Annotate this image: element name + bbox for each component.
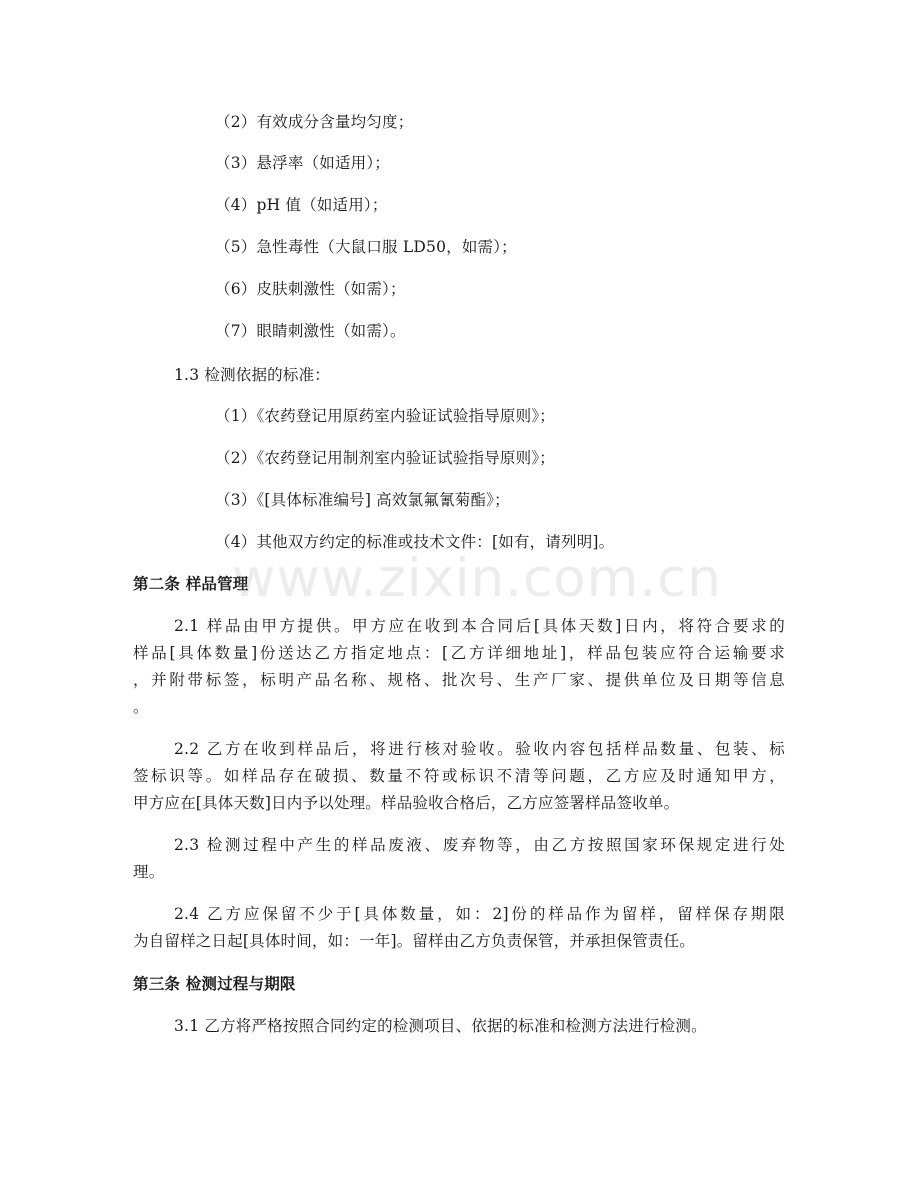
standard-item: （2）《农药登记用制剂室内验证试验指导原则》； <box>215 449 555 467</box>
list-item: （3）悬浮率（如适用）； <box>215 154 391 172</box>
list-item: （6）皮肤刺激性（如需）； <box>215 280 406 298</box>
article-heading: 第三条 检测过程与期限 <box>133 975 296 993</box>
paragraph-line: 样品[具体数量]份送达乙方指定地点：[乙方详细地址]，样品包装应符合运输要求 <box>133 644 785 662</box>
paragraph-line: 。 <box>133 698 149 716</box>
paragraph-line: 甲方应在[具体天数]日内予以处理。样品验收合格后，乙方应签署样品签收单。 <box>133 794 680 812</box>
watermark: www.zixin.com.cn <box>232 548 722 609</box>
article-heading: 第二条 样品管理 <box>133 575 249 593</box>
paragraph-line: 2.2 乙方在收到样品后，将进行核对验收。验收内容包括样品数量、包装、标 <box>174 740 785 758</box>
paragraph-line: 3.1 乙方将严格按照合同约定的检测项目、依据的标准和检测方法进行检测。 <box>174 1017 707 1035</box>
list-item: （2）有效成分含量均匀度； <box>215 113 414 131</box>
paragraph-line: 为自留样之日起[具体时间，如：一年]。留样由乙方负责保管，并承担保管责任。 <box>133 932 695 950</box>
paragraph-line: 签标识等。如样品存在破损、数量不符或标识不清等问题，乙方应及时通知甲方， <box>133 767 785 785</box>
standard-item: （3）《[具体标准编号] 高效氯氟氰菊酯》； <box>215 491 510 509</box>
list-item: （4）pH 值（如适用）； <box>215 196 388 214</box>
section-title: 1.3 检测依据的标准： <box>174 366 330 384</box>
list-item: （7）眼睛刺激性（如需）。 <box>215 322 406 340</box>
paragraph-line: 理。 <box>133 863 165 881</box>
paragraph-line: 2.4 乙方应保留不少于[具体数量，如：2]份的样品作为留样，留样保存期限 <box>174 905 785 923</box>
standard-item: （4）其他双方约定的标准或技术文件：[如有，请列明]。 <box>215 533 615 551</box>
paragraph-line: 2.1 样品由甲方提供。甲方应在收到本合同后[具体天数]日内，将符合要求的 <box>174 617 785 635</box>
list-item: （5）急性毒性（大鼠口服 LD50，如需）； <box>215 238 517 256</box>
paragraph-line: ，并附带标签，标明产品名称、规格、批次号、生产厂家、提供单位及日期等信息 <box>133 671 785 689</box>
standard-item: （1）《农药登记用原药室内验证试验指导原则》； <box>215 407 555 425</box>
paragraph-line: 2.3 检测过程中产生的样品废液、废弃物等，由乙方按照国家环保规定进行处 <box>174 836 785 854</box>
